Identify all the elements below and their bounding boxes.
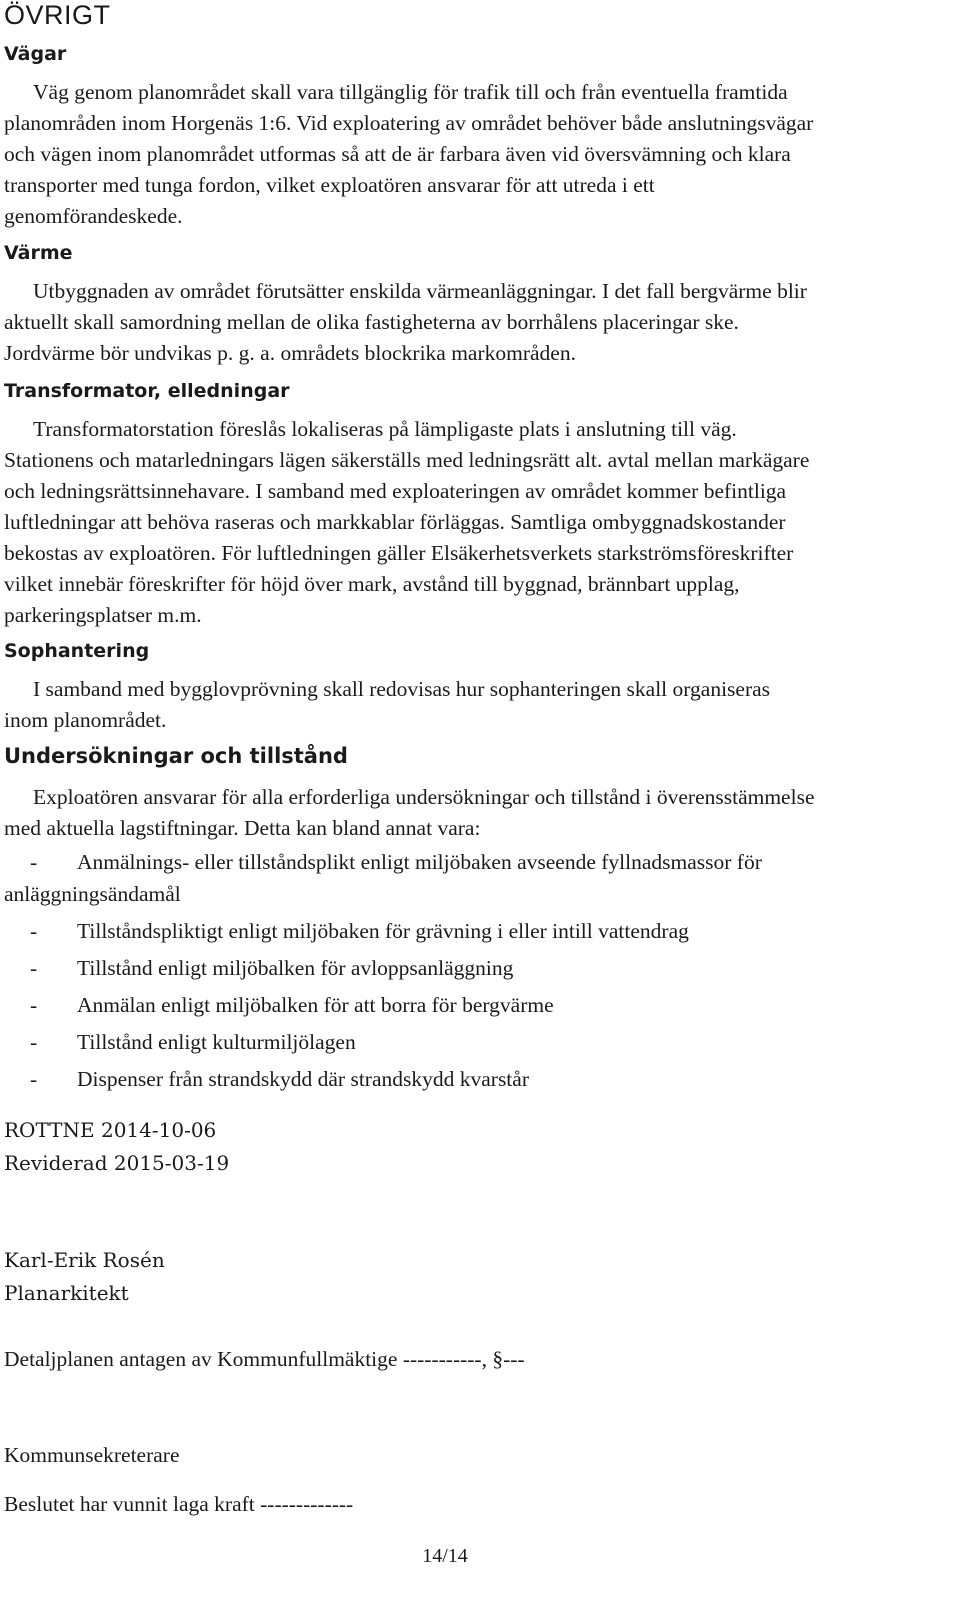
signatory-role: Planarkitekt (4, 1281, 129, 1305)
section-heading-varme: Värme (4, 242, 73, 264)
text-line: och vägen inom planområdet utformas så att de är farbara även vid översvämning och klara (4, 142, 791, 166)
list-item: Tillstånd enligt miljöbalken för avloppsanläggning (77, 956, 514, 980)
bullet-marker: - (30, 919, 38, 943)
text-line: luftledningar att behöva raseras och markkablar förläggas. Samtliga ombyggnadskostander (4, 510, 786, 534)
section-heading-transformator: Transformator, elledningar (4, 380, 290, 402)
text-line: genomförandeskede. (4, 204, 183, 228)
section-body-varme (4, 276, 944, 369)
section-body-sophantering (4, 674, 944, 736)
text-line: med aktuella lagstiftningar. Detta kan bland annat vara: (4, 816, 481, 840)
bullet-marker: - (30, 956, 38, 980)
bullet-marker: - (30, 1067, 38, 1091)
text-line: aktuellt skall samordning mellan de olika fastigheterna av borrhålens placeringar ske. (4, 310, 739, 334)
bullet-marker: - (30, 1030, 38, 1054)
text-line: Väg genom planområdet skall vara tillgänglig för trafik till och från eventuella framtida (33, 80, 788, 104)
list-item: Tillståndspliktigt enligt miljöbaken för grävning i eller intill vattendrag (77, 919, 689, 943)
text-line: Jordvärme bör undvikas p. g. a. områdets blockrika markområden. (4, 341, 576, 365)
section-body-vagar (4, 77, 944, 232)
list-item: Tillstånd enligt kulturmiljölagen (77, 1030, 356, 1054)
text-line: Exploatören ansvarar för alla erforderliga undersökningar och tillstånd i överensstämmelse (33, 785, 815, 809)
page-number: 14/14 (422, 1545, 468, 1567)
text-line: planområden inom Horgenäs 1:6. Vid exploatering av området behöver både anslutningsvägar (4, 111, 814, 135)
page-title: ÖVRIGT (4, 0, 111, 30)
text-line: vilket innebär föreskrifter för höjd över mark, avstånd till byggnad, brännbart upplag, (4, 572, 740, 596)
text-line: Transformatorstation föreslås lokaliseras på lämpligaste plats i anslutning till väg. (33, 417, 737, 441)
text-line: parkeringsplatser m.m. (4, 603, 202, 627)
text-line: Utbyggnaden av området förutsätter enskilda värmeanläggningar. I det fall bergvärme blir (33, 279, 807, 303)
text-line: och ledningsrättsinnehavare. I samband med exploateringen av området kommer befintliga (4, 479, 787, 503)
section-heading-vagar: Vägar (4, 43, 67, 65)
section-body-transformator (4, 414, 944, 631)
section-heading-undersokningar: Undersökningar och tillstånd (4, 744, 348, 768)
signatory-name: Karl-Erik Rosén (4, 1248, 165, 1272)
legal-force-statement: Beslutet har vunnit laga kraft ------------- (4, 1492, 354, 1516)
text-line: Stationens och matarledningars lägen säkerställs med ledningsrätt alt. avtal mellan markägare (4, 448, 810, 472)
text-line: transporter med tunga fordon, vilket exploatören ansvarar för att utreda i ett (4, 173, 655, 197)
section-body-undersokningar (4, 782, 944, 844)
revised-date: Reviderad 2015-03-19 (4, 1151, 230, 1175)
place-date: ROTTNE 2014-10-06 (4, 1118, 217, 1142)
list-item-continuation: anläggningsändamål (4, 882, 181, 906)
text-line: bekostas av exploatören. För luftledningen gäller Elsäkerhetsverkets starkströmsföreskrifter (4, 541, 794, 565)
list-item: Anmälnings- eller tillståndsplikt enligt miljöbaken avseende fyllnadsmassor för (77, 850, 762, 874)
text-line: inom planområdet. (4, 708, 167, 732)
bullet-marker: - (30, 993, 38, 1017)
text-line: I samband med bygglovprövning skall redovisas hur sophanteringen skall organiseras (33, 677, 771, 701)
bullet-marker: - (30, 850, 38, 874)
adoption-statement: Detaljplanen antagen av Kommunfullmäktige -----------, §--- (4, 1347, 525, 1371)
list-item: Anmälan enligt miljöbalken för att borra för bergvärme (77, 993, 554, 1017)
section-heading-sophantering: Sophantering (4, 640, 150, 662)
secretary-label: Kommunsekreterare (4, 1443, 180, 1467)
list-item: Dispenser från strandskydd där strandskydd kvarstår (77, 1067, 529, 1091)
